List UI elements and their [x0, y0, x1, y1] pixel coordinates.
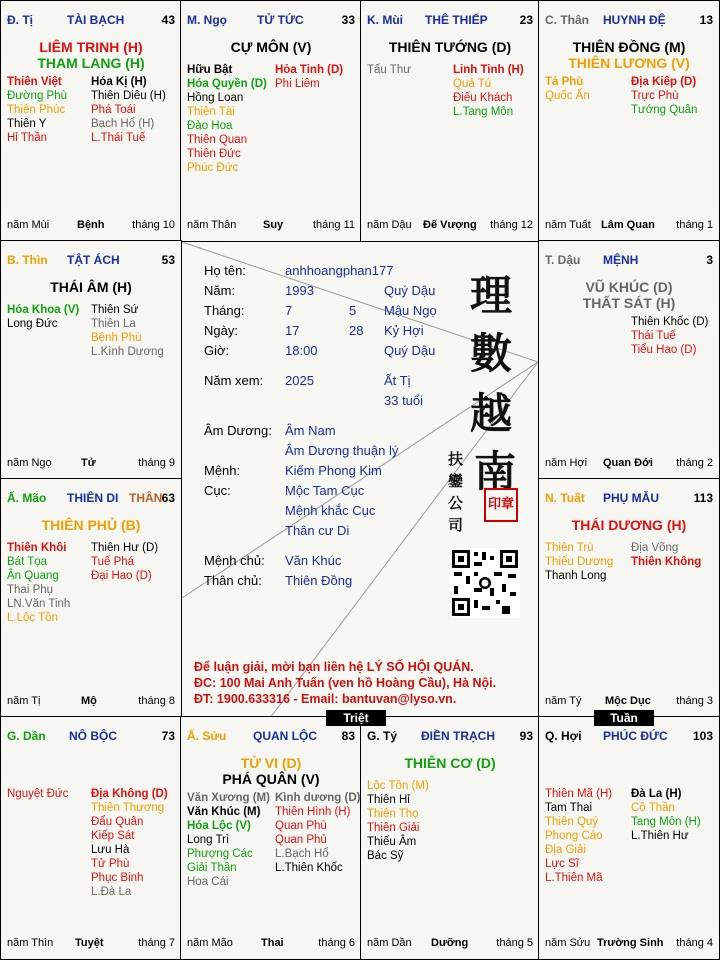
palace-age-number: 53 [161, 253, 175, 267]
label-gio: Giờ: [204, 343, 230, 358]
menh-value: Kiếm Phong Kim [285, 463, 382, 478]
footer-year: năm Tý [545, 695, 582, 707]
calligraphy-char-1: 理 [470, 271, 513, 320]
palace-can-chi: Ấ. Sửu [187, 729, 227, 743]
footer-month: tháng 6 [318, 937, 355, 949]
footer-year: năm Dậu [367, 219, 412, 231]
footer-month: tháng 8 [138, 695, 175, 707]
main-star: THIÊN CƠ (D) [404, 755, 496, 771]
minor-star: L.Thiên Hư [631, 830, 689, 842]
palace-age-number: 33 [341, 13, 355, 27]
minor-star: Thai Phụ [7, 584, 54, 596]
minor-star: Đường Phù [7, 90, 67, 102]
bad-stars-column [91, 303, 164, 359]
palace-header [545, 253, 713, 267]
good-stars-column [545, 787, 612, 885]
calligraphy-char-3: 越 [470, 389, 513, 438]
minor-star: Thiên La [91, 318, 136, 330]
bad-stars-column [631, 315, 708, 357]
palace-cell-hoi [538, 716, 720, 960]
main-star: THÁI DƯƠNG (H) [571, 517, 687, 533]
minor-star: L.Kình Dương [91, 346, 164, 358]
palace-header [367, 729, 533, 743]
palace-header [187, 729, 355, 743]
palace-name: PHÚC ĐỨC [603, 729, 668, 743]
bad-stars-column [91, 787, 168, 899]
minor-star: Địa Võng [631, 542, 679, 554]
footer-year: năm Tị [7, 695, 41, 707]
minor-star: LN.Văn Tinh [7, 598, 71, 610]
minor-star: Phá Toái [91, 104, 136, 116]
footer-stage: Tử [81, 457, 96, 469]
minor-star: Quốc Ấn [545, 90, 590, 102]
palace-name: PHỤ MẪU [603, 491, 659, 505]
minor-star: Địa Kiếp (D) [631, 76, 697, 88]
calligraphy-char-4: 南 [474, 447, 517, 496]
palace-header [7, 491, 175, 505]
minor-star: Hóa Quyền (D) [187, 78, 267, 90]
than-marker: THÂN [129, 491, 163, 505]
minor-star: Lưu Hà [91, 844, 130, 856]
palace-age-number: 83 [341, 729, 355, 743]
main-stars [361, 39, 539, 55]
main-stars [181, 755, 361, 787]
minor-star: Thiên Khốc (D) [631, 316, 709, 328]
palace-cell-dan [0, 716, 182, 960]
thang-value: 7 [285, 303, 293, 318]
palace-header [545, 13, 713, 27]
palace-name: TÀI BẠCH [67, 13, 125, 27]
minor-star: Kình dương (D) [275, 792, 361, 804]
footer-stage: Quan Đới [603, 457, 653, 469]
palace-cell-than [538, 0, 720, 242]
bad-stars-column [275, 791, 360, 875]
minor-star: Cô Thần [631, 802, 675, 814]
footer-year: năm Dần [367, 937, 412, 949]
footer-stage: Suy [263, 219, 284, 231]
palace-can-chi: M. Ngọ [187, 13, 227, 27]
palace-name: NÔ BỘC [69, 729, 117, 743]
minor-star: L.Bạch Hổ [275, 848, 329, 860]
minor-star: Đào Hoa [187, 120, 233, 132]
footer-year: năm Tuất [545, 219, 591, 231]
palace-age-number: 103 [692, 729, 713, 743]
minor-star: Tử Phù [91, 858, 130, 870]
main-stars [181, 39, 361, 55]
minor-star: Long Đức [7, 318, 58, 330]
label-menh-chu: Mệnh chủ: [204, 553, 265, 568]
minor-star: Hữu Bật [187, 64, 233, 76]
contact-line-1: Để luận giải, mời bạn liên hệ LÝ SỐ HỘI QUÁN. [194, 660, 474, 674]
minor-star: Nguyệt Đức [7, 788, 69, 800]
minor-star: Đà La (H) [631, 788, 682, 800]
main-star: THIÊN LƯƠNG (V) [568, 55, 690, 71]
palace-footer [545, 219, 713, 233]
minor-star: Thiên Thương [91, 802, 165, 814]
palace-header [7, 13, 175, 27]
palace-footer [367, 937, 533, 951]
label-ho-ten: Họ tên: [204, 263, 246, 278]
footer-stage: Mộc Dục [605, 695, 651, 707]
bad-stars-column [631, 75, 697, 117]
minor-star: Hóa Khoa (V) [7, 304, 80, 316]
main-stars [1, 39, 181, 71]
minor-star: Đẩu Quân [91, 816, 144, 828]
footer-year: năm Hợi [545, 457, 588, 469]
minor-star: Hỏa Tinh (D) [275, 64, 344, 76]
label-thang: Tháng: [204, 303, 245, 318]
good-stars-column [545, 75, 590, 103]
minor-star: Thiên Giải [367, 822, 420, 834]
palace-cell-ngo [180, 0, 362, 242]
palace-footer [367, 219, 533, 233]
minor-star: Thanh Long [545, 570, 607, 582]
footer-stage: Thai [261, 937, 284, 949]
palace-footer [7, 695, 175, 709]
palace-header [187, 13, 355, 27]
small-calligraphy-2: 鑾 [448, 472, 464, 490]
minor-star: Thiên Quan [187, 134, 248, 146]
minor-star: Điếu Khách [453, 92, 513, 104]
footer-stage: Đế Vượng [423, 219, 477, 231]
minor-star: Long Trì [187, 834, 230, 846]
palace-cell-mao [0, 478, 182, 718]
nam-xem-can-chi: Ất Tị [384, 373, 411, 388]
palace-footer [545, 457, 713, 471]
palace-footer [7, 457, 175, 471]
palace-age-number: 43 [161, 13, 175, 27]
palace-age-number: 93 [519, 729, 533, 743]
palace-age-number: 3 [706, 253, 713, 267]
gio-can-chi: Quý Dậu [384, 343, 436, 358]
good-stars-column [545, 541, 613, 583]
nam-xem-value: 2025 [285, 373, 314, 388]
palace-cell-tuat [538, 478, 720, 718]
good-stars-column [367, 779, 429, 863]
cuc-value: Mộc Tam Cục [285, 483, 365, 498]
good-stars-column [7, 75, 67, 145]
menh-chu-value: Văn Khúc [285, 553, 342, 568]
minor-star: Kiếp Sát [91, 830, 135, 842]
bad-stars-column [91, 75, 166, 145]
palace-cell-suu [180, 716, 362, 960]
palace-can-chi: Đ. Tị [7, 13, 33, 27]
minor-star: Linh Tinh (H) [453, 64, 524, 76]
minor-star: Quan Phù [275, 820, 327, 832]
qr-code-icon [450, 548, 520, 618]
main-stars [539, 279, 719, 311]
main-star: THIÊN TƯỚNG (D) [388, 39, 512, 55]
minor-star: Lộc Tồn (M) [367, 780, 429, 792]
palace-footer [545, 937, 713, 951]
minor-star: L.Tang Môn [453, 106, 514, 118]
main-stars [1, 517, 181, 533]
palace-header [367, 13, 533, 27]
minor-star: Thiên Y [7, 118, 47, 130]
main-star: CỰ MÔN (V) [230, 39, 312, 55]
footer-month: tháng 4 [676, 937, 713, 949]
palace-footer [545, 695, 713, 709]
footer-month: tháng 11 [312, 219, 355, 231]
main-star: TỬ VI (D) [240, 755, 302, 771]
minor-star: Thiên Hỉ [367, 794, 410, 806]
palace-can-chi: G. Tý [367, 729, 398, 743]
minor-star: Thiên Khôi [7, 542, 67, 554]
than-chu-value: Thiên Đồng [285, 573, 353, 588]
palace-name: TẬT ÁCH [67, 253, 120, 267]
small-calligraphy-3: 公 [448, 494, 464, 512]
footer-month: tháng 2 [676, 457, 713, 469]
tuoi-value: 33 tuổi [384, 393, 424, 408]
minor-star: Phúc Đức [187, 162, 239, 174]
good-stars-column [187, 791, 270, 889]
minor-star: Thiên Mã (H) [545, 788, 613, 800]
footer-year: năm Sửu [545, 937, 591, 949]
thang-can-chi: Mậu Ngọ [384, 303, 437, 318]
main-stars [361, 755, 539, 771]
footer-stage: Lâm Quan [601, 219, 655, 231]
footer-year: năm Mùi [7, 219, 50, 231]
minor-star: Thái Tuế [631, 330, 676, 342]
bad-stars-column [91, 541, 158, 583]
minor-star: Tướng Quân [631, 104, 698, 116]
palace-can-chi: G. Dần [7, 729, 46, 743]
contact-address: ĐC: 100 Mai Anh Tuấn (ven hồ Hoàng Cầu), Hà Nội. [194, 676, 497, 690]
minor-star: Tiểu Hao (D) [631, 344, 697, 356]
ngay-am: 28 [349, 323, 364, 338]
minor-star: Thiên Tài [187, 106, 235, 118]
minor-star: Hồng Loan [187, 92, 244, 104]
minor-star: L.Thiên Khốc [275, 862, 343, 874]
minor-star: Tuế Phá [91, 556, 135, 568]
triet-tag: Triệt [326, 710, 386, 726]
minor-star: Địa Giải [545, 844, 586, 856]
minor-star: Thiên Diêu (H) [91, 90, 166, 102]
main-star: THẤT SÁT (H) [582, 295, 676, 311]
red-seal-stamp: 印章 [484, 488, 518, 522]
minor-star: Phượng Các [187, 848, 253, 860]
minor-star: Tấu Thư [367, 64, 411, 76]
palace-age-number: 23 [519, 13, 533, 27]
palace-cell-dau [538, 240, 720, 480]
minor-star: Tam Thai [545, 802, 593, 814]
main-stars [539, 39, 719, 71]
main-star: VŨ KHÚC (D) [585, 279, 673, 295]
minor-star: Thiên Phúc [7, 104, 66, 116]
ngay-value: 17 [285, 323, 300, 338]
palace-cell-ty2 [360, 716, 540, 960]
footer-year: năm Thân [187, 219, 237, 231]
main-star: THAM LANG (H) [37, 55, 145, 71]
main-stars [1, 279, 181, 295]
minor-star: Ân Quang [7, 570, 59, 582]
main-star: THIÊN PHỦ (B) [41, 517, 141, 533]
minor-star: Địa Không (D) [91, 788, 168, 800]
palace-header [545, 491, 713, 505]
palace-can-chi: T. Dậu [545, 253, 581, 267]
palace-footer [187, 937, 355, 951]
minor-star: Giải Thần [187, 862, 237, 874]
label-nam-xem: Năm xem: [204, 373, 264, 388]
minor-star: Bạch Hổ (H) [91, 118, 155, 130]
tuan-tag: Tuần [594, 710, 654, 726]
footer-month: tháng 12 [490, 219, 533, 231]
main-stars [539, 517, 719, 533]
good-stars-column [187, 63, 267, 175]
thang-am: 5 [349, 303, 357, 318]
ngay-can-chi: Kỷ Hợi [384, 323, 424, 338]
minor-star: Bệnh Phù [91, 332, 142, 344]
footer-stage: Trường Sinh [597, 937, 664, 949]
palace-footer [7, 219, 175, 233]
minor-star: L.Đà La [91, 886, 132, 898]
minor-star: Quả Tú [453, 78, 492, 90]
ho-ten-value: anhhoangphan177 [285, 263, 394, 278]
minor-star: Bác Sỹ [367, 850, 404, 862]
minor-star: Văn Khúc (M) [187, 806, 261, 818]
good-stars-column [7, 787, 68, 801]
label-nam: Năm: [204, 283, 236, 298]
good-stars-column [367, 63, 411, 77]
label-am-duong: Âm Dương: [204, 423, 272, 438]
minor-star: Hóa Kị (H) [91, 76, 147, 88]
minor-star: Đại Hao (D) [91, 570, 152, 582]
cuc-note: Mệnh khắc Cục [285, 503, 376, 518]
palace-age-number: 113 [693, 491, 713, 505]
main-star: THIÊN ĐỒNG (M) [572, 39, 686, 55]
minor-star: Tang Môn (H) [631, 816, 701, 828]
than-cu-note: Thân cư Di [285, 523, 350, 538]
minor-star: L.Thiên Mã [545, 872, 603, 884]
palace-name: TỬ TỨC [257, 13, 304, 27]
minor-star: Tả Phù [545, 76, 584, 88]
palace-age-number: 13 [699, 13, 713, 27]
minor-star: Thiên Không [631, 556, 702, 568]
minor-star: Phục Binh [91, 872, 144, 884]
palace-name: THIÊN DI [67, 491, 119, 505]
footer-month: tháng 9 [138, 457, 175, 469]
minor-star: Hóa Lộc (V) [187, 820, 251, 832]
palace-can-chi: N. Tuất [545, 491, 585, 505]
good-stars-column [7, 303, 79, 331]
calligraphy-char-2: 數 [470, 329, 513, 378]
palace-name: MỆNH [603, 253, 639, 267]
palace-name: ĐIỀN TRẠCH [421, 729, 495, 743]
minor-star: Văn Xương (M) [187, 792, 270, 804]
nam-can-chi: Quý Dậu [384, 283, 436, 298]
minor-star: Thiên Quý [545, 816, 599, 828]
palace-header [7, 253, 175, 267]
bad-stars-column [631, 541, 701, 569]
footer-year: năm Ngọ [7, 457, 52, 469]
palace-can-chi: C. Thân [545, 13, 589, 27]
minor-star: Thiên Trù [545, 542, 594, 554]
minor-star: Phi Liêm [275, 78, 320, 90]
am-duong-value: Âm Nam [285, 423, 336, 438]
main-star: PHÁ QUÂN (V) [222, 771, 320, 787]
small-calligraphy-1: 扶 [448, 450, 464, 468]
minor-star: Trực Phù [631, 90, 679, 102]
minor-star: Thiếu Dương [545, 556, 614, 568]
contact-phone-email: ĐT: 1900.633316 - Email: bantuvan@lyso.vn. [194, 692, 457, 706]
palace-can-chi: B. Thìn [7, 253, 48, 267]
footer-month: tháng 3 [676, 695, 713, 707]
minor-star: Thiên Đức [187, 148, 241, 160]
minor-star: Quan Phủ [275, 834, 327, 846]
palace-can-chi: K. Mùi [367, 13, 403, 27]
main-star: LIÊM TRINH (H) [39, 39, 143, 55]
palace-header [545, 729, 713, 743]
minor-star: Bát Tọa [7, 556, 48, 568]
palace-name: QUAN LỘC [253, 729, 317, 743]
palace-cell-thin [0, 240, 182, 480]
minor-star: Thiên Hư (D) [91, 542, 159, 554]
main-star: THÁI ÂM (H) [50, 279, 132, 295]
palace-age-number: 63 [161, 491, 175, 505]
palace-cell-ty [0, 0, 182, 242]
palace-cell-mui [360, 0, 540, 242]
good-stars-column [7, 541, 70, 625]
label-ngay: Ngày: [204, 323, 238, 338]
minor-star: Hoa Cái [187, 876, 229, 888]
palace-age-number: 73 [161, 729, 175, 743]
gio-value: 18:00 [285, 343, 318, 358]
small-calligraphy-4: 司 [448, 516, 464, 534]
palace-header [7, 729, 175, 743]
label-menh: Mệnh: [204, 463, 241, 478]
minor-star: Phong Cáo [545, 830, 603, 842]
footer-stage: Bệnh [77, 219, 105, 231]
minor-star: Lực Sĩ [545, 858, 579, 870]
footer-month: tháng 1 [676, 219, 713, 231]
label-cuc: Cục: [204, 483, 231, 498]
minor-star: L.Thái Tuế [91, 132, 146, 144]
footer-year: năm Thìn [7, 937, 54, 949]
nam-value: 1993 [285, 283, 314, 298]
footer-stage: Tuyệt [75, 937, 104, 949]
footer-month: tháng 7 [138, 937, 175, 949]
palace-name: THÊ THIẾP [425, 13, 488, 27]
bad-stars-column [275, 63, 343, 91]
footer-year: năm Mão [187, 937, 233, 949]
minor-star: Thiên Sứ [91, 304, 139, 316]
palace-name: HUYNH ĐỆ [603, 13, 666, 27]
palace-can-chi: Ấ. Mão [7, 491, 47, 505]
minor-star: Thiên Hình (H) [275, 806, 351, 818]
footer-month: tháng 5 [496, 937, 533, 949]
palace-footer [7, 937, 175, 951]
minor-star: Thiếu Âm [367, 836, 417, 848]
palace-footer [187, 219, 355, 233]
footer-month: tháng 10 [132, 219, 175, 231]
label-than-chu: Thân chủ: [204, 573, 262, 588]
footer-stage: Dưỡng [431, 937, 469, 949]
palace-can-chi: Q. Hợi [545, 729, 582, 743]
footer-stage: Mộ [81, 695, 97, 707]
bad-stars-column [631, 787, 701, 843]
minor-star: L.Lộc Tồn [7, 612, 58, 624]
am-duong-note: Âm Dương thuận lý [285, 443, 399, 458]
minor-star: Hỉ Thần [7, 132, 48, 144]
bad-stars-column [453, 63, 524, 119]
minor-star: Thiên Thọ [367, 808, 419, 820]
minor-star: Thiên Việt [7, 76, 62, 88]
